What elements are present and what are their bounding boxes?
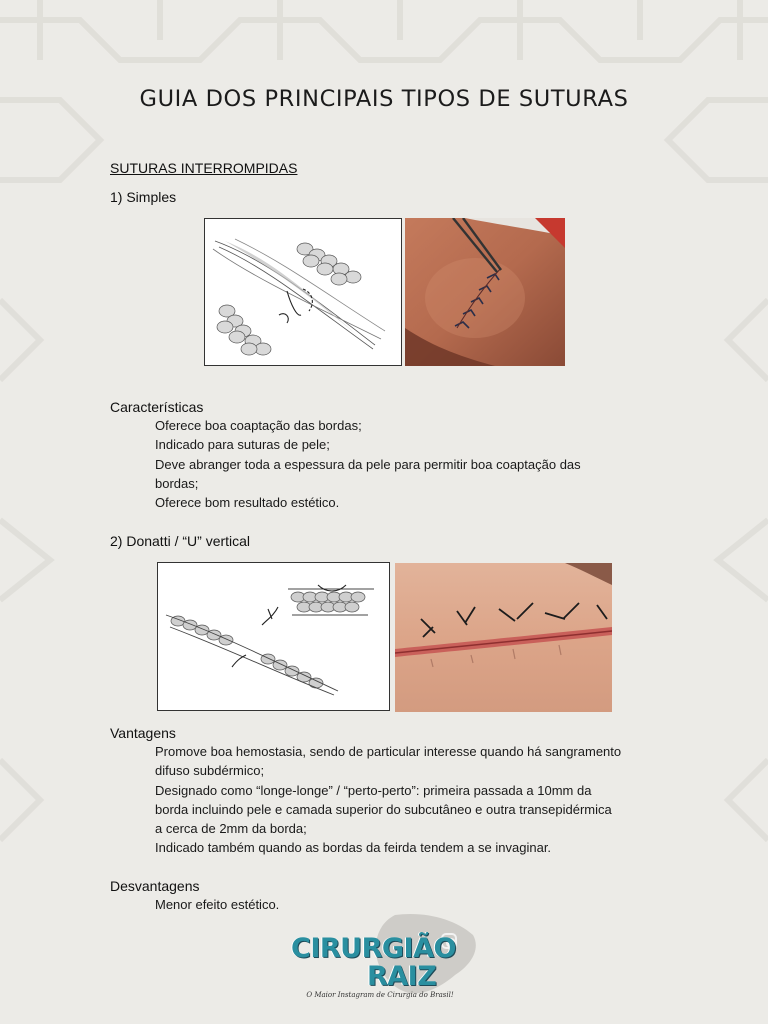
list-item: a cerca de 2mm da borda; bbox=[155, 821, 307, 837]
logo-tagline: O Maior Instagram de Cirurgia do Brasil! bbox=[306, 991, 454, 999]
donatti-heading: 2) Donatti / “U” vertical bbox=[110, 533, 251, 549]
list-item: difuso subdérmico; bbox=[155, 763, 265, 779]
list-item: borda incluindo pele e camada superior do subcutâneo e outra transepidérmica bbox=[155, 801, 612, 817]
logo-line-2: RAIZ bbox=[367, 961, 437, 992]
donatti-suture-photo bbox=[395, 563, 612, 712]
list-item: bordas; bbox=[155, 475, 199, 491]
list-item: Promove boa hemostasia, sendo de particular interesse quando há sangramento bbox=[155, 744, 622, 759]
disadvantages-heading: Desvantagens bbox=[110, 878, 200, 894]
characteristics-list bbox=[155, 416, 665, 512]
list-item: Menor efeito estético. bbox=[155, 897, 280, 912]
list-item: Designado como “longe-longe” / “perto-perto”: primeira passada a 10mm da bbox=[155, 782, 592, 798]
simple-suture-photo bbox=[405, 218, 565, 366]
list-item: Indicado também quando as bordas da feirda tendem a se invaginar. bbox=[155, 840, 552, 856]
simple-suture-drawing bbox=[204, 218, 402, 366]
list-item: Indicado para suturas de pele; bbox=[155, 437, 330, 453]
list-item: Deve abranger toda a espessura da pele para permitir boa coaptação das bbox=[155, 456, 581, 472]
list-item: Oferece bom resultado estético. bbox=[155, 495, 340, 511]
list-item: Oferece boa coaptação das bordas; bbox=[155, 418, 362, 433]
logo-line-1: CIRURGIÃO bbox=[291, 933, 456, 964]
simples-heading: 1) Simples bbox=[110, 189, 177, 205]
brand-logo bbox=[285, 905, 485, 1005]
donatti-suture-drawing bbox=[157, 562, 390, 711]
section-heading: SUTURAS INTERROMPIDAS bbox=[110, 160, 298, 176]
page-title: GUIA DOS PRINCIPAIS TIPOS DE SUTURAS bbox=[139, 86, 629, 112]
advantages-heading: Vantagens bbox=[110, 725, 176, 741]
advantages-list bbox=[155, 742, 665, 858]
characteristics-heading: Características bbox=[110, 399, 204, 415]
